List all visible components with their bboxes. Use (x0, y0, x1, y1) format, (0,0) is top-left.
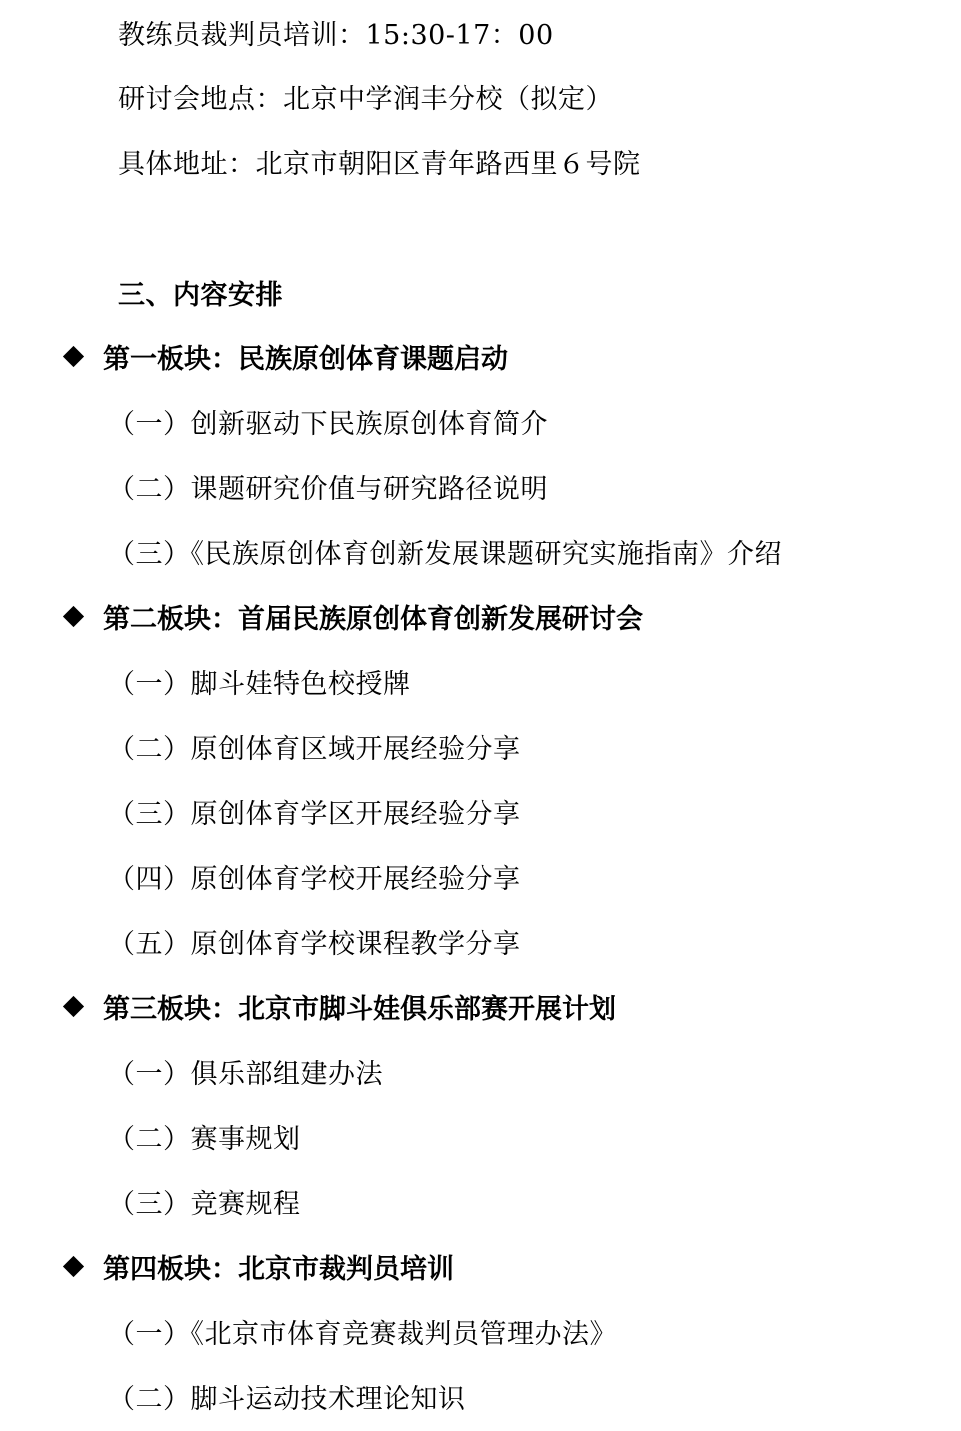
list-item: （三）原创体育学区开展经验分享 (108, 799, 521, 830)
list-item: （一）俱乐部组建办法 (108, 1059, 383, 1090)
list-item: （五）原创体育学校课程教学分享 (108, 929, 521, 960)
diamond-bullet-icon (63, 606, 84, 627)
block-title-text: 第二板块：首届民族原创体育创新发展研讨会 (103, 604, 643, 635)
block-title-text: 第四板块：北京市裁判员培训 (103, 1254, 454, 1285)
list-item: （二）赛事规划 (108, 1124, 301, 1155)
list-item: （三）《民族原创体育创新发展课题研究实施指南》介绍 (108, 539, 782, 570)
block-title (62, 342, 508, 378)
training-time: 教练员裁判员培训：15:30-17：00 (118, 20, 554, 51)
venue: 研讨会地点：北京中学润丰分校（拟定） (118, 84, 613, 115)
block-title (62, 602, 643, 638)
list-item: （一）创新驱动下民族原创体育简介 (108, 409, 548, 440)
address: 具体地址：北京市朝阳区青年路西里６号院 (118, 149, 641, 180)
list-item: （一）脚斗娃特色校授牌 (108, 669, 411, 700)
block-title-text: 第一板块：民族原创体育课题启动 (103, 344, 508, 375)
list-item: （三）竞赛规程 (108, 1189, 301, 1220)
diamond-bullet-icon (63, 1256, 84, 1277)
list-item: （二）原创体育区域开展经验分享 (108, 734, 521, 765)
list-item: （二）课题研究价值与研究路径说明 (108, 474, 548, 505)
section-heading: 三、内容安排 (118, 280, 283, 311)
list-item: （四）原创体育学校开展经验分享 (108, 864, 521, 895)
list-item: （一）《北京市体育竞赛裁判员管理办法》 (108, 1319, 617, 1350)
block-title-text: 第三板块：北京市脚斗娃俱乐部赛开展计划 (103, 994, 616, 1025)
block-title (62, 1252, 454, 1288)
block-title (62, 992, 616, 1028)
diamond-bullet-icon (63, 996, 84, 1017)
diamond-bullet-icon (63, 346, 84, 367)
list-item: （二）脚斗运动技术理论知识 (108, 1384, 466, 1415)
